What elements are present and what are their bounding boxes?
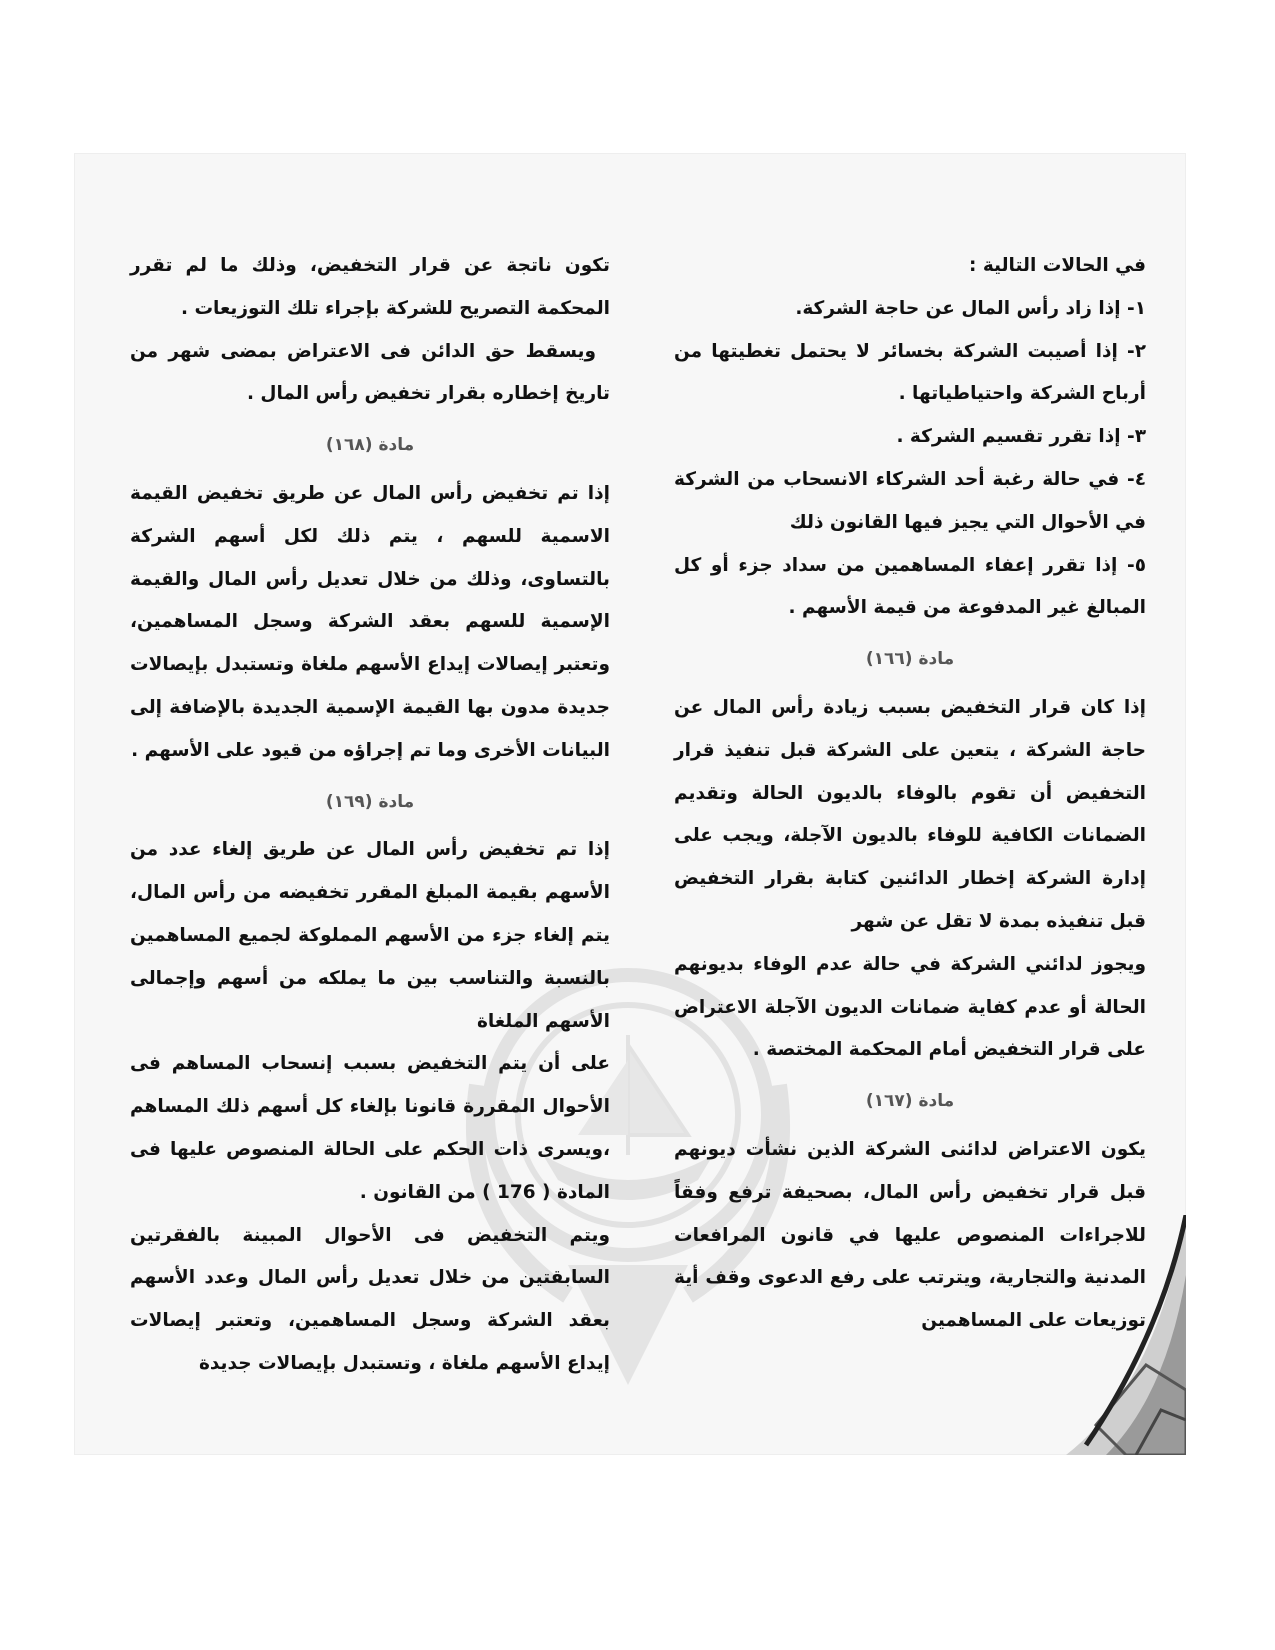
list-item: ٤- في حالة رغبة أحد الشركاء الانسحاب من الشركة في الأحوال التي يجيز فيها القانون ذلك (674, 468, 1146, 533)
list-item: ٣- إذا تقرر تقسيم الشركة . (896, 426, 1146, 448)
article-166-paragraph: إذا كان قرار التخفيض بسبب زيادة رأس المال عن حاجة الشركة ، يتعين على الشركة قبل تنفيذ قرار التخفيض أن تقوم بالوفاء بالديون الحالة وتقديم الضمانات الكافية للوفاء بالديون الآجلة، ويجب على إدارة الشركة إخطار الدائنين كتابة بقرار التخفيض قبل تنفيذه بمدة لا تقل عن شهر (674, 696, 1146, 932)
article-168-paragraph: إذا تم تخفيض رأس المال عن طريق تخفيض القيمة الاسمية للسهم ، يتم ذلك لكل أسهم الشركة بالتساوى، وذلك من خلال تعديل رأس المال والقيمة الإسمية للسهم بعقد الشركة وسجل المساهمين، وتعتبر إيصالات إيداع الأسهم ملغاة وتستبدل بإيصالات جديدة مدون بها القيمة الإسمية الجديدة بالإضافة إلى البيانات الأخرى وما تم إجراؤه من قيود على الأسهم . (130, 482, 610, 761)
article-169-paragraph-2: على أن يتم التخفيض بسبب إنسحاب المساهم فى الأحوال المقررة قانونا بإلغاء كل أسهم ذلك المساهم ،ويسرى ذات الحكم على الحالة المنصوص عليها فى المادة ( 176 ) من القانون . (130, 1053, 610, 1203)
paragraph: ويسقط حق الدائن فى الاعتراض بمضى شهر من تاريخ إخطاره بقرار تخفيض رأس المال . (130, 340, 610, 405)
left-column (130, 245, 610, 1386)
article-168-heading: مادة (١٦٨) (325, 435, 415, 456)
continued-paragraph: تكون ناتجة عن قرار التخفيض، وذلك ما لم تقرر المحكمة التصريح للشركة بإجراء تلك التوزيعات . (130, 255, 610, 319)
article-169-paragraph: إذا تم تخفيض رأس المال عن طريق إلغاء عدد من الأسهم بقيمة المبلغ المقرر تخفيضه من رأس المال، يتم إلغاء جزء من الأسهم المملوكة لجميع المساهمين بالنسبة والتناسب بين ما يملكه من أسهم وإجمالى الأسهم الملغاة (130, 839, 610, 1032)
list-item: ٢- إذا أصيبت الشركة بخسائر لا يحتمل تغطيتها من أرباح الشركة واحتياطياتها . (674, 340, 1146, 405)
article-169-paragraph-3: ويتم التخفيض فى الأحوال المبينة بالفقرتين السابقتين من خلال تعديل رأس المال وعدد الأسهم بعقد الشركة وسجل المساهمين، وتعتبر إيصالات إيداع الأسهم ملغاة ، وتستبدل بإيصالات جديدة (130, 1224, 610, 1374)
article-166-paragraph-2: ويجوز لدائني الشركة في حالة عدم الوفاء بديونهم الحالة أو عدم كفاية ضمانات الديون الآجلة الاعتراض على قرار التخفيض أمام المحكمة المختصة . (674, 953, 1146, 1061)
article-167-heading: مادة (١٦٧) (865, 1091, 955, 1112)
article-166-heading: مادة (١٦٦) (865, 649, 955, 670)
article-167-paragraph: يكون الاعتراض لدائنى الشركة الذين نشأت ديونهم قبل قرار تخفيض رأس المال، بصحيفة ترفع وفقاً للاجراءات المنصوص عليها في قانون المرافعات المدنية والتجارية، ويترتب على رفع الدعوى وقف أية توزيعات على المساهمين (674, 1138, 1146, 1332)
intro-text: في الحالات التالية : (969, 255, 1146, 276)
list-item: ٥- إذا تقرر إعفاء المساهمين من سداد جزء أو كل المبالغ غير المدفوعة من قيمة الأسهم . (674, 554, 1146, 619)
right-column (674, 245, 1146, 1343)
list-item: ١- إذا زاد رأس المال عن حاجة الشركة. (795, 297, 1146, 319)
article-169-heading: مادة (١٦٩) (325, 791, 415, 812)
